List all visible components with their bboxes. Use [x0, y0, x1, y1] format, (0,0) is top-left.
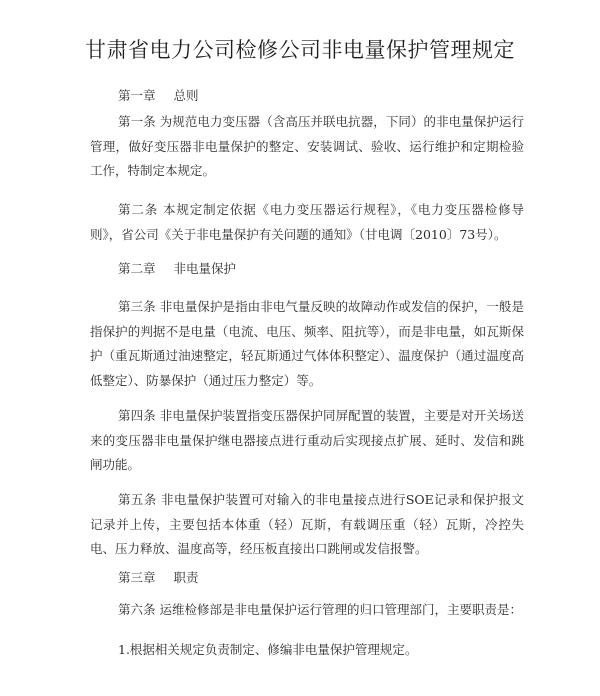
article-5: 第五条 非电量保护装置可对输入的非电量接点进行SOE记录和保护报文记录并上传，主要包括本体重（轻）瓦斯，有载调压重（轻）瓦斯，冷控失电、压力释放、温度高等，经压板直接出口跳闸或发信报警。: [90, 492, 524, 556]
chapter-number: 第三章: [118, 570, 156, 585]
chapter-2-heading: [118, 257, 518, 281]
chapter-number: 第一章: [118, 88, 156, 103]
chapter-number: 第二章: [118, 261, 156, 276]
list-item-1: 1.根据相关规定负责制定、修编非电量保护管理规定。: [118, 642, 418, 657]
document-title: 甘肃省电力公司检修公司非电量保护管理规定: [85, 38, 515, 62]
article-1: 第一条 为规范电力变压器（含高压并联电抗器，下同）的非电量保护运行管理，做好变压器非电量保护的整定、安装调试、验收、运行维护和定期检验工作，特制定本规定。: [90, 114, 524, 178]
chapter-1-heading: [118, 84, 518, 108]
chapter-name: 职责: [173, 570, 199, 585]
chapter-3-heading: [118, 566, 518, 590]
article-6: 第六条 运维检修部是非电量保护运行管理的归口管理部门，主要职责是：: [118, 602, 522, 617]
chapter-name: 非电量保护: [173, 261, 237, 276]
article-3: 第三条 非电量保护是指由非电气量反映的故障动作或发信的保护，一般是指保护的判据不是电量（电流、电压、频率、阻抗等），而是非电量，如瓦斯保护（重瓦斯通过油速整定，轻瓦斯通过气体体积整定）、温度保护（通过温度高低整定）、防暴保护（通过压力整定）等。: [90, 299, 524, 388]
chapter-name: 总则: [173, 88, 199, 103]
article-4: 第四条 非电量保护装置指变压器保护同屏配置的装置，主要是对开关场送来的变压器非电量保护继电器接点进行重动后实现接点扩展、延时、发信和跳闸功能。: [90, 408, 524, 472]
article-2: 第二条 本规定制定依据《电力变压器运行规程》，《电力变压器检修导则》，省公司《关于非电量保护有关问题的通知》（甘电调〔2010〕73号）。: [90, 202, 524, 242]
